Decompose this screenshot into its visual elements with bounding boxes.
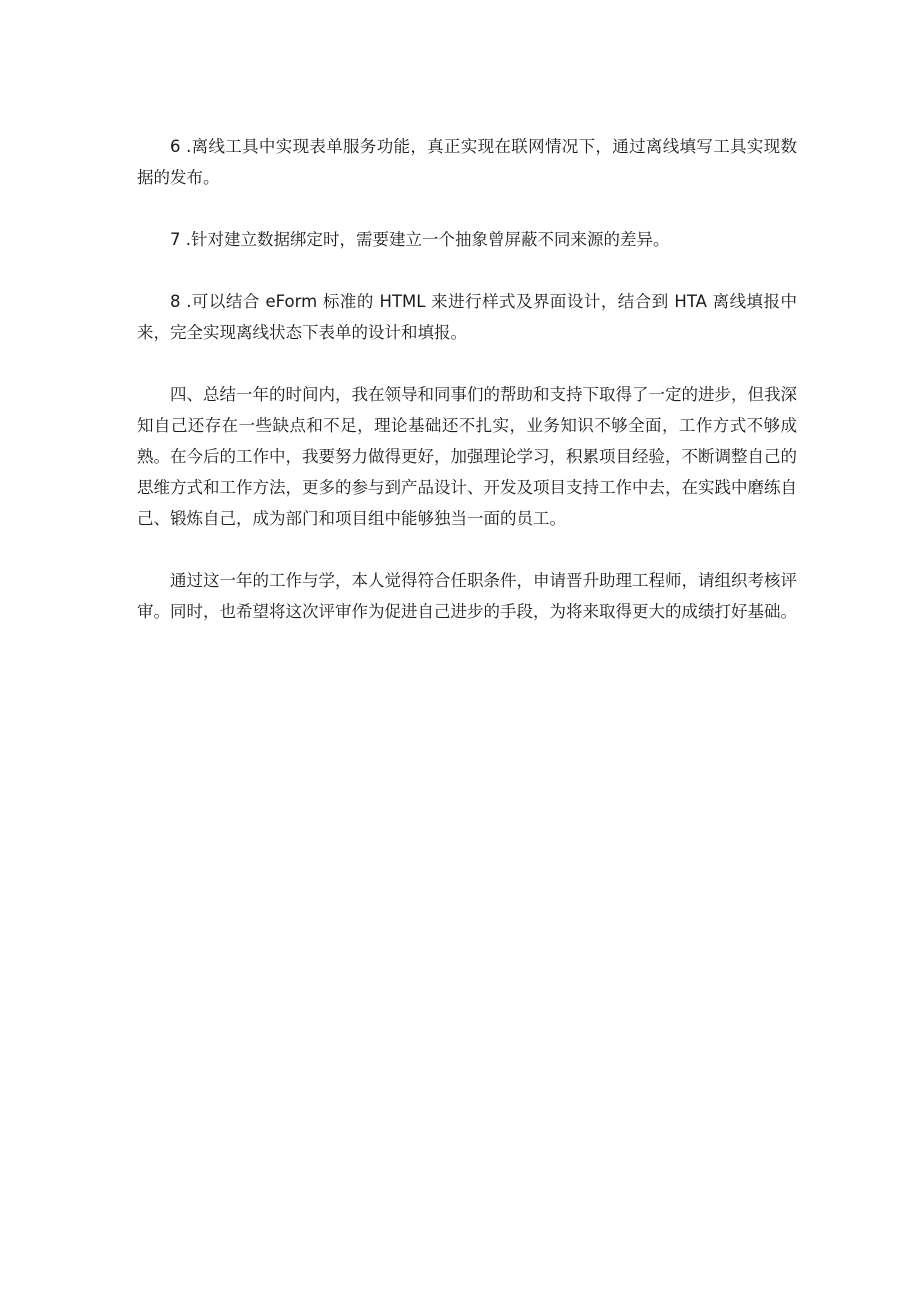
paragraph-item-6: 6 .离线工具中实现表单服务功能，真正实现在联网情况下，通过离线填写工具实现数据的发布。 bbox=[137, 137, 797, 187]
paragraph-conclusion: 通过这一年的工作与学，本人觉得符合任职条件，申请晋升助理工程师，请组织考核评审。同时，也希望将这次评审作为促进自己进步的手段，为将来取得更大的成绩打好基础。 bbox=[137, 571, 797, 621]
document-body bbox=[137, 131, 797, 627]
paragraph-item-7: 7 .针对建立数据绑定时，需要建立一个抽象曾屏蔽不同来源的差异。 bbox=[170, 230, 670, 249]
paragraph-summary: 四、总结一年的时间内，我在领导和同事们的帮助和支持下取得了一定的进步，但我深知自己还存在一些缺点和不足，理论基础还不扎实，业务知识不够全面，工作方式不够成熟。在今后的工作中，我要努力做得更好，加强理论学习，积累项目经验，不断调整自己的思维方式和工作方法，更多的参与到产品设计、开发及项目支持工作中去，在实践中磨练自己、锻炼自己，成为部门和项目组中能够独当一面的员工。 bbox=[137, 385, 797, 528]
paragraph-item-8: 8 .可以结合 eForm 标准的 HTML 来进行样式及界面设计，结合到 HTA 离线填报中来，完全实现离线状态下表单的设计和填报。 bbox=[137, 292, 797, 342]
